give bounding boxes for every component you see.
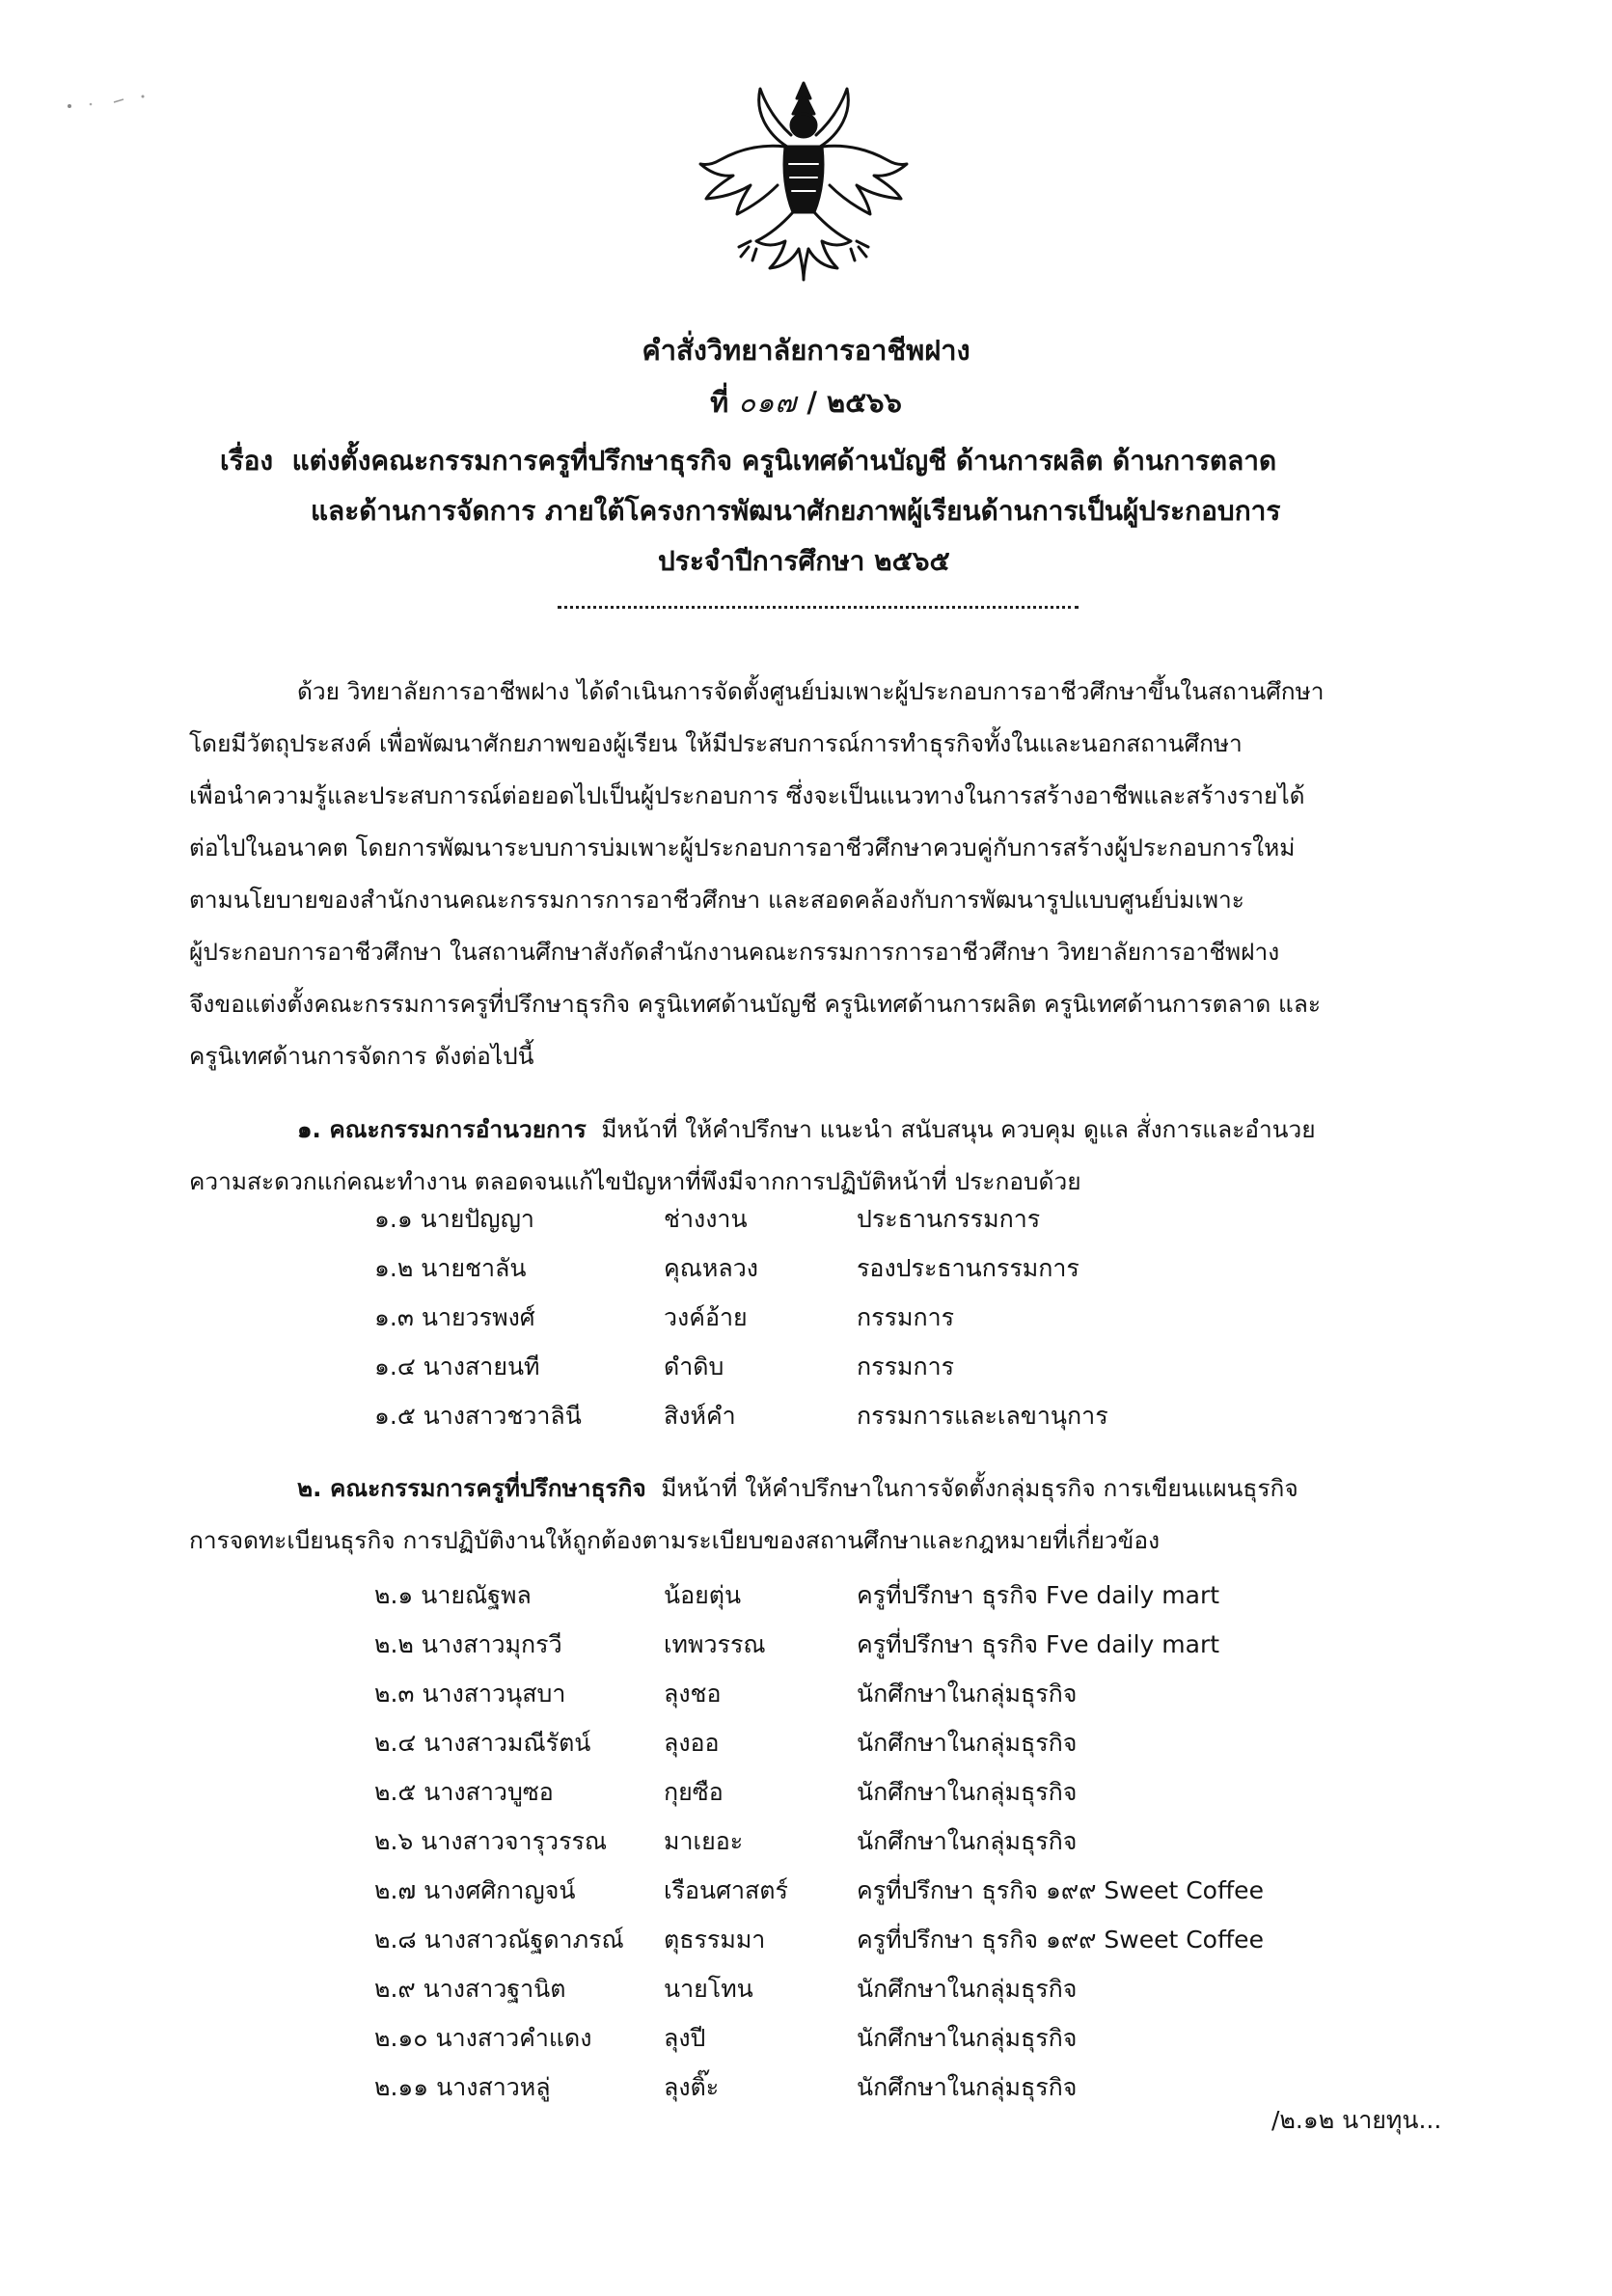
order-subject bbox=[220, 436, 1280, 587]
scan-speck-icon bbox=[64, 93, 150, 112]
table-row: ๒.๘ นางสาวณัฐดาภรณ์ ตุธรรมมา ครูที่ปรึกษา ธุรกิจ ๑๙๙ Sweet Coffee bbox=[374, 1925, 1264, 1954]
order-title: คำสั่งวิทยาลัยการอาชีพฝาง bbox=[642, 334, 970, 367]
order-number-handwritten: ๐๑๗ bbox=[738, 386, 798, 419]
section-2-member-table bbox=[374, 1571, 1339, 2112]
table-row: ๒.๙ นางสาวฐานิต นายโทน นักศึกษาในกลุ่มธุรกิจ bbox=[374, 1974, 1078, 2003]
table-row: ๒.๖ นางสาวจารุวรรณ มาเยอะ นักศึกษาในกลุ่มธุรกิจ bbox=[374, 1826, 1078, 1855]
section-1-line-2: ความสะดวกแก่คณะทำงาน ตลอดจนแก้ไขปัญหาที่พึงมีจากการปฏิบัติหน้าที่ ประกอบด้วย bbox=[189, 1167, 1081, 1195]
intro-line: ต่อไปในอนาคต โดยการพัฒนาระบบการบ่มเพาะผู้ประกอบการอาชีวศึกษาควบคู่กับการสร้างผู้ประกอบการใหม่ bbox=[189, 834, 1296, 861]
separator-dots bbox=[558, 606, 1079, 609]
garuda-emblem-icon bbox=[693, 77, 915, 285]
section-1-member-table bbox=[374, 1194, 1339, 1440]
intro-paragraph bbox=[189, 666, 1443, 1082]
continuation-marker: /๒.๑๒ นายทุน... bbox=[1271, 2106, 1442, 2134]
table-row: ๑.๒ นายชาลัน คุณหลวง รองประธานกรรมการ bbox=[374, 1253, 1079, 1282]
table-row: ๒.๔ นางสาวมณีรัตน์ ลุงออ นักศึกษาในกลุ่มธุรกิจ bbox=[374, 1728, 1078, 1757]
subject-line-1: เรื่อง แต่งตั้งคณะกรรมการครูที่ปรึกษาธุรกิจ ครูนิเทศด้านบัญชี ด้านการผลิต ด้านการตลาด bbox=[220, 445, 1277, 477]
table-row: ๑.๑ นายปัญญา ช่างงาน ประธานกรรมการ bbox=[374, 1204, 1041, 1233]
intro-line: ตามนโยบายของสำนักงานคณะกรรมการการอาชีวศึกษา และสอดคล้องกับการพัฒนารูปแบบศูนย์บ่มเพาะ bbox=[189, 886, 1244, 914]
intro-line: ครูนิเทศด้านการจัดการ ดังต่อไปนี้ bbox=[189, 1042, 534, 1070]
table-row: ๒.๕ นางสาวบูซอ กุยซือ นักศึกษาในกลุ่มธุรกิจ bbox=[374, 1777, 1078, 1806]
section-2-line-1: ๒. คณะกรรมการครูที่ปรึกษาธุรกิจ มีหน้าที่ ให้คำปรึกษาในการจัดตั้งกลุ่มธุรกิจ การเขียนแผนธุรกิจ bbox=[297, 1474, 1298, 1502]
table-row: ๒.๑๑ นางสาวหลู่ ลุงติ๊ะ นักศึกษาในกลุ่มธุรกิจ bbox=[374, 2072, 1078, 2101]
intro-line: ด้วย วิทยาลัยการอาชีพฝาง ได้ดำเนินการจัดตั้งศูนย์บ่มเพาะผู้ประกอบการอาชีวศึกษาขึ้นในสถานศึกษา bbox=[297, 677, 1325, 705]
table-row: ๑.๕ นางสาวชวาลินี สิงห์คำ กรรมการและเลขานุการ bbox=[374, 1401, 1108, 1430]
intro-line: จึงขอแต่งตั้งคณะกรรมการครูที่ปรึกษาธุรกิจ ครูนิเทศด้านบัญชี ครูนิเทศด้านการผลิต ครูนิเทศด้านการตลาด และ bbox=[189, 990, 1322, 1018]
table-row: ๑.๔ นางสายนที ดำดิบ กรรมการ bbox=[374, 1352, 955, 1380]
section-1-heading: ๑. คณะกรรมการอำนวยการ bbox=[297, 1115, 587, 1143]
intro-line: ผู้ประกอบการอาชีวศึกษา ในสถานศึกษาสังกัดสำนักงานคณะกรรมการการอาชีวศึกษา วิทยาลัยการอาชีพฝาง bbox=[189, 938, 1280, 966]
intro-line: โดยมีวัตถุประสงค์ เพื่อพัฒนาศักยภาพของผู้เรียน ให้มีประสบการณ์การทำธุรกิจทั้งในและนอกสถานศึกษา bbox=[189, 729, 1243, 757]
order-number-line bbox=[0, 380, 1612, 424]
table-row: ๒.๑ นายณัฐพล น้อยตุ่น ครูที่ปรึกษา ธุรกิจ Fve daily mart bbox=[374, 1580, 1220, 1609]
order-year: / ๒๕๖๖ bbox=[806, 386, 902, 419]
subject-line-2: และด้านการจัดการ ภายใต้โครงการพัฒนาศักยภาพผู้เรียนด้านการเป็นผู้ประกอบการ bbox=[311, 495, 1281, 527]
intro-line: เพื่อนำความรู้และประสบการณ์ต่อยอดไปเป็นผู้ประกอบการ ซึ่งจะเป็นแนวทางในการสร้างอาชีพและสร้างรายได้ bbox=[189, 781, 1305, 809]
table-row: ๒.๓ นางสาวนุสบา ลุงชอ นักศึกษาในกลุ่มธุรกิจ bbox=[374, 1679, 1078, 1708]
subject-line-3: ประจำปีการศึกษา ๒๕๖๕ bbox=[658, 545, 950, 577]
table-row: ๒.๒ นางสาวมุกรวี เทพวรรณ ครูที่ปรึกษา ธุรกิจ Fve daily mart bbox=[374, 1629, 1220, 1658]
section-1-duty bbox=[189, 1104, 1443, 1208]
section-2-duty bbox=[189, 1462, 1443, 1567]
table-row: ๑.๓ นายวรพงศ์ วงค์อ้าย กรรมการ bbox=[374, 1302, 955, 1331]
section-2-heading: ๒. คณะกรรมการครูที่ปรึกษาธุรกิจ bbox=[297, 1474, 646, 1502]
section-2-line-2: การจดทะเบียนธุรกิจ การปฏิบัติงานให้ถูกต้องตามระเบียบของสถานศึกษาและกฎหมายที่เกี่ยวข้อง bbox=[189, 1526, 1161, 1554]
section-1-line-1: ๑. คณะกรรมการอำนวยการ มีหน้าที่ ให้คำปรึกษา แนะนำ สนับสนุน ควบคุม ดูแล สั่งการและอำนวย bbox=[297, 1115, 1316, 1143]
table-row: ๒.๗ นางศศิกาญจน์ เรือนศาสตร์ ครูที่ปรึกษา ธุรกิจ ๑๙๙ Sweet Coffee bbox=[374, 1875, 1264, 1904]
subject-label: เรื่อง bbox=[220, 445, 274, 477]
table-row: ๒.๑๐ นางสาวคำแดง ลุงปี นักศึกษาในกลุ่มธุรกิจ bbox=[374, 2023, 1078, 2052]
order-prefix: ที่ bbox=[710, 386, 729, 419]
